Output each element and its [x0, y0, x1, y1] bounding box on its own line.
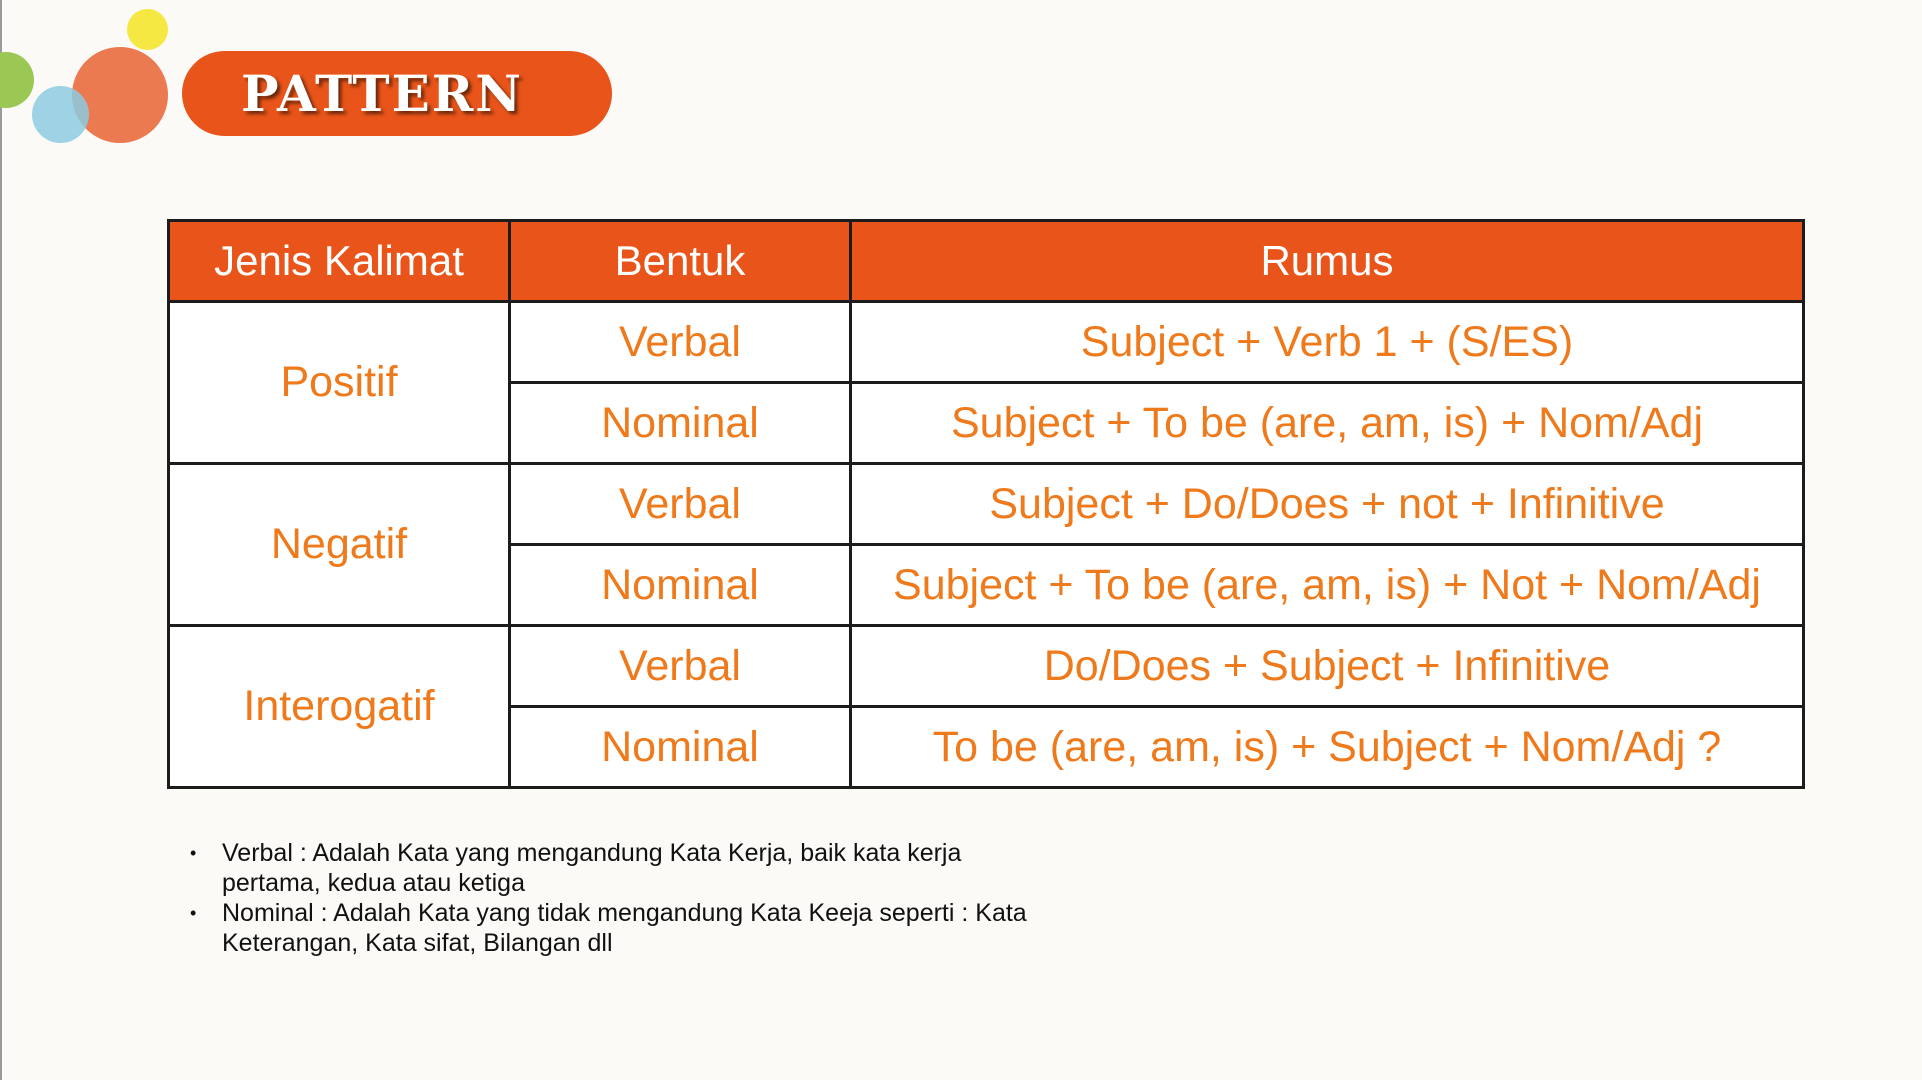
rumus-cell: To be (are, am, is) + Subject + Nom/Adj ?: [851, 707, 1804, 788]
table-row: [169, 302, 1804, 383]
decorative-circle-orange: [72, 47, 168, 143]
header-bentuk: Bentuk: [510, 221, 851, 302]
note-verbal: Verbal : Adalah Kata yang mengandung Kata Kerja, baik kata kerja pertama, kedua atau ketiga: [222, 839, 962, 897]
slide-title: PATTERN: [240, 64, 524, 123]
jenis-cell-interogatif: Interogatif: [169, 626, 510, 788]
pattern-table: [167, 219, 1805, 789]
bentuk-cell: Nominal: [510, 707, 851, 788]
rumus-cell: Subject + Do/Does + not + Infinitive: [851, 464, 1804, 545]
header-jenis-kalimat: Jenis Kalimat: [169, 221, 510, 302]
bentuk-cell: Verbal: [510, 626, 851, 707]
decorative-circle-green: [0, 52, 34, 108]
bullet-icon: •: [190, 843, 197, 863]
bentuk-cell: Nominal: [510, 545, 851, 626]
list-item: [190, 838, 1042, 898]
slide-left-border: [0, 0, 2, 1080]
bullet-icon: •: [190, 903, 197, 923]
rumus-cell: Subject + Verb 1 + (S/ES): [851, 302, 1804, 383]
rumus-cell: Subject + To be (are, am, is) + Not + Nom/Adj: [851, 545, 1804, 626]
jenis-cell-negatif: Negatif: [169, 464, 510, 626]
notes-list: [190, 838, 1042, 958]
jenis-cell-positif: Positif: [169, 302, 510, 464]
rumus-cell: Subject + To be (are, am, is) + Nom/Adj: [851, 383, 1804, 464]
decorative-circle-blue: [32, 86, 89, 143]
table-row: [169, 626, 1804, 707]
table-header-row: [169, 221, 1804, 302]
bentuk-cell: Nominal: [510, 383, 851, 464]
rumus-cell: Do/Does + Subject + Infinitive: [851, 626, 1804, 707]
decorative-circle-yellow: [127, 9, 168, 50]
title-banner: [182, 51, 612, 136]
note-nominal: Nominal : Adalah Kata yang tidak mengandung Kata Keeja seperti : Kata Keterangan, Kata sifat, Bilangan dll: [222, 899, 1027, 957]
table-row: [169, 464, 1804, 545]
bentuk-cell: Verbal: [510, 302, 851, 383]
header-rumus: Rumus: [851, 221, 1804, 302]
bentuk-cell: Verbal: [510, 464, 851, 545]
list-item: [190, 898, 1042, 958]
